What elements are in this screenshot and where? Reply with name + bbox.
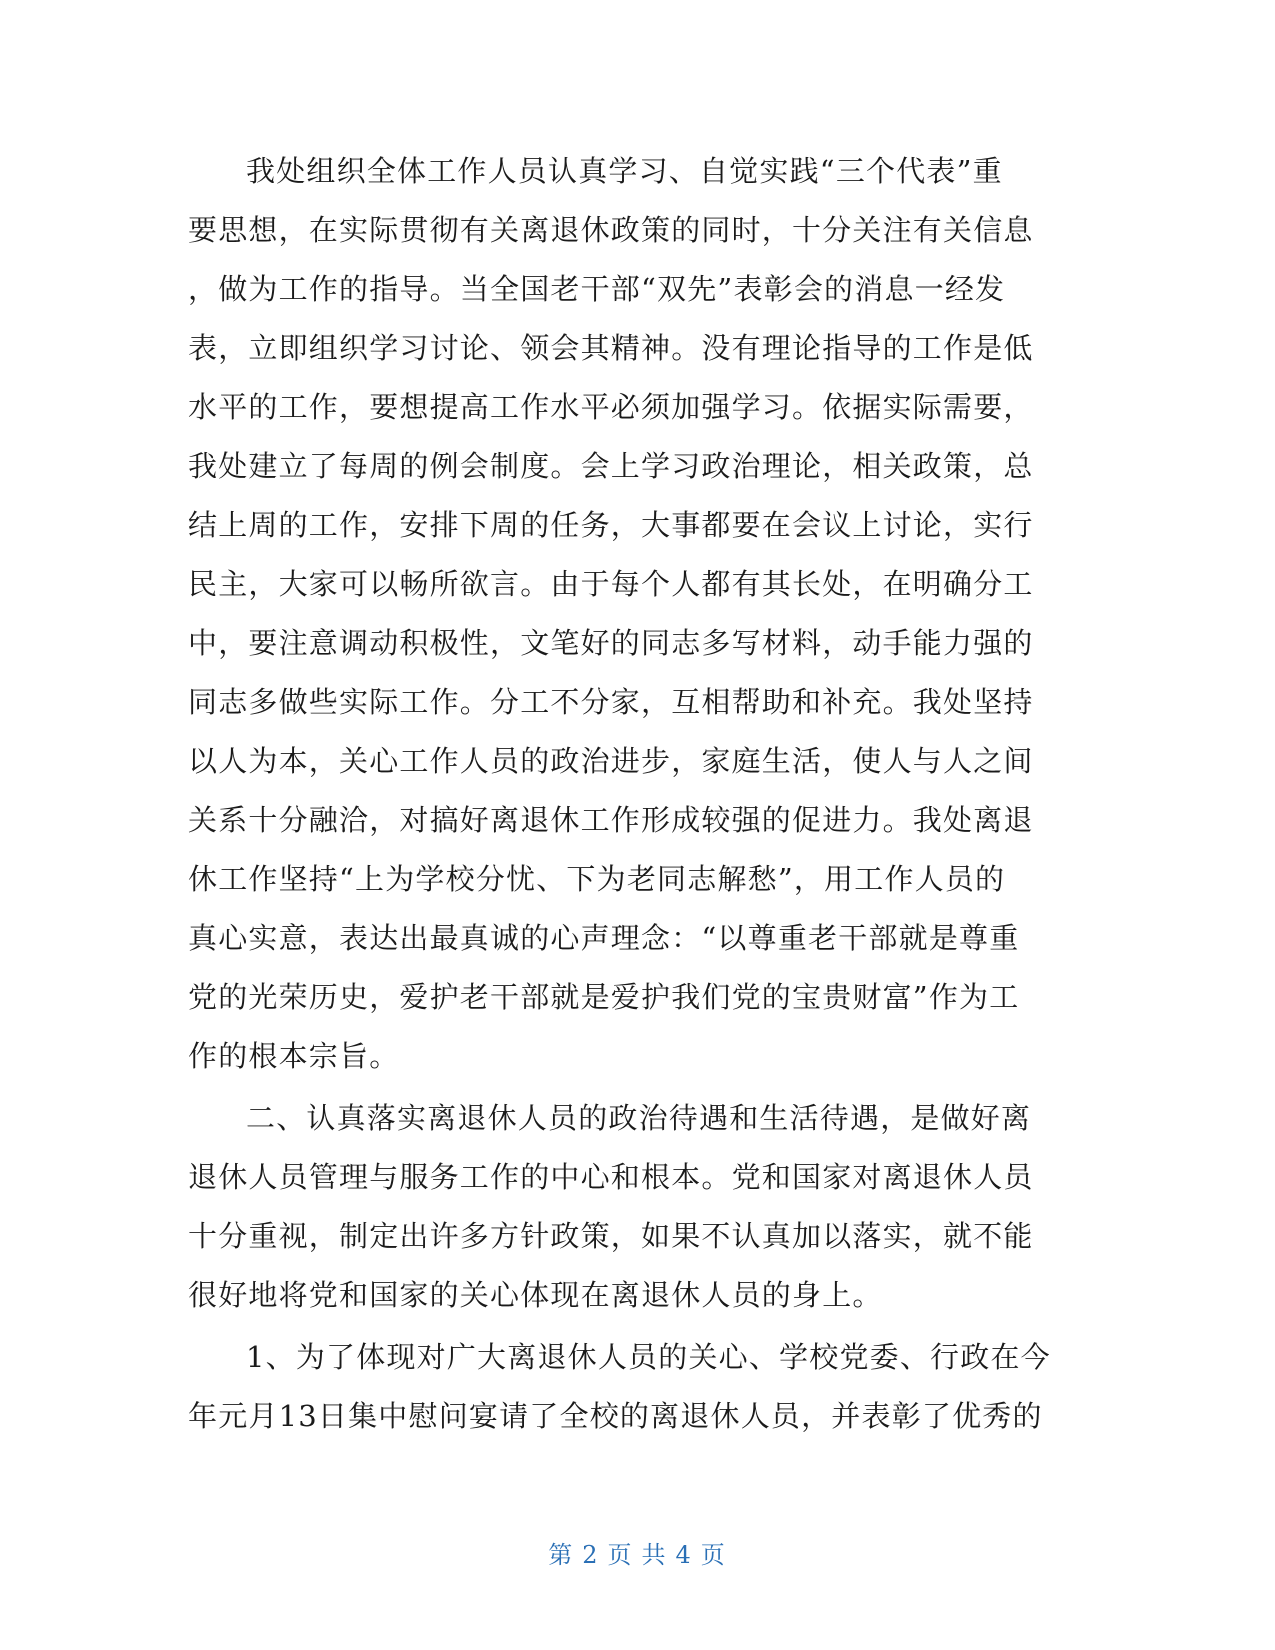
footer-total-unit: 页 — [700, 1541, 727, 1569]
footer-page-unit: 页 — [607, 1541, 634, 1569]
paragraph-line: 很好地将党和国家的关心体现在离退休人员的身上。 — [188, 1278, 883, 1312]
footer-current-page: 2 — [582, 1541, 600, 1569]
paragraph-line: 作的根本宗旨。 — [188, 1039, 400, 1073]
footer-total-label: 共 — [641, 1541, 668, 1569]
paragraph-line: 水平的工作，要想提高工作水平必须加强学习。依据实际需要， — [188, 390, 1034, 424]
paragraph-line: ，做为工作的指导。当全国老干部“双先”表彰会的消息一经发 — [188, 272, 1006, 306]
paragraph-line: 党的光荣历史，爱护老干部就是爱护我们党的宝贵财富”作为工 — [188, 980, 1020, 1014]
paragraph-line: 我处组织全体工作人员认真学习、自觉实践“三个代表”重 — [246, 154, 1003, 188]
paragraph-line: 民主，大家可以畅所欲言。由于每个人都有其长处，在明确分工 — [188, 567, 1034, 601]
paragraph-line: 我处建立了每周的例会制度。会上学习政治理论，相关政策，总 — [188, 449, 1034, 483]
footer-page-label: 第 — [548, 1541, 575, 1569]
paragraph-line: 要思想，在实际贯彻有关离退休政策的同时，十分关注有关信息 — [188, 213, 1034, 247]
paragraph-line: 二、认真落实离退休人员的政治待遇和生活待遇，是做好离 — [246, 1101, 1032, 1135]
paragraph-line: 退休人员管理与服务工作的中心和根本。党和国家对离退休人员 — [188, 1160, 1034, 1194]
paragraph-line: 真心实意，表达出最真诚的心声理念：“以尊重老干部就是尊重 — [188, 921, 1020, 955]
paragraph-line: 十分重视，制定出许多方针政策，如果不认真加以落实，就不能 — [188, 1219, 1034, 1253]
paragraph-line: 同志多做些实际工作。分工不分家，互相帮助和补充。我处坚持 — [188, 685, 1034, 719]
page-footer — [0, 1535, 1275, 1570]
paragraph-line: 中，要注意调动积极性，文笔好的同志多写材料，动手能力强的 — [188, 626, 1034, 660]
paragraph-line: 结上周的工作，安排下周的任务，大事都要在会议上讨论，实行 — [188, 508, 1034, 542]
document-body — [188, 142, 1068, 1446]
paragraph-line: 关系十分融洽，对搞好离退休工作形成较强的促进力。我处离退 — [188, 803, 1034, 837]
footer-total-pages: 4 — [675, 1541, 693, 1569]
paragraph-line: 1、为了体现对广大离退休人员的关心、学校党委、行政在今 — [246, 1340, 1051, 1374]
paragraph-line: 休工作坚持“上为学校分忧、下为老同志解愁”，用工作人员的 — [188, 862, 1006, 896]
paragraph-line: 年元月13日集中慰问宴请了全校的离退休人员，并表彰了优秀的 — [188, 1399, 1043, 1433]
paragraph-line: 以人为本，关心工作人员的政治进步，家庭生活，使人与人之间 — [188, 744, 1034, 778]
paragraph-line: 表，立即组织学习讨论、领会其精神。没有理论指导的工作是低 — [188, 331, 1034, 365]
